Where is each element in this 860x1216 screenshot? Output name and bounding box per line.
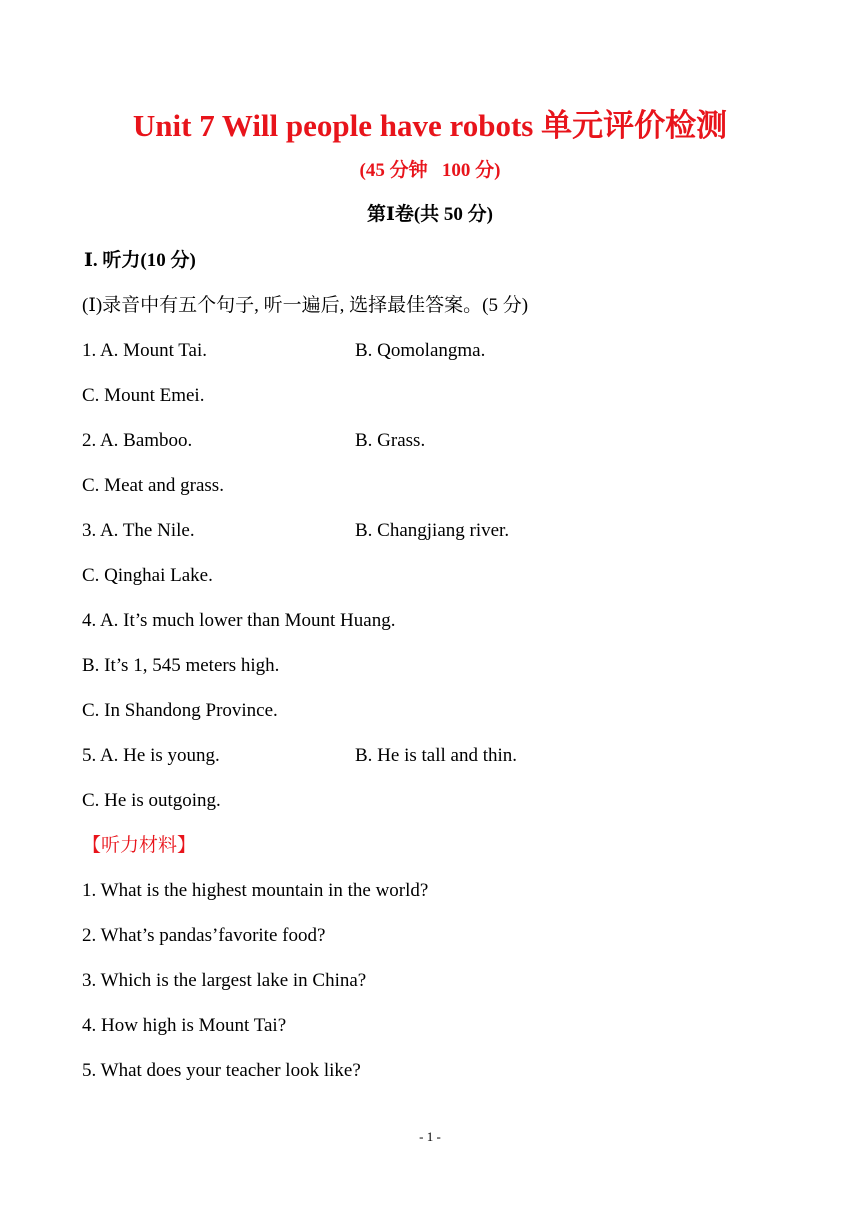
question-2-option-c: C. Meat and grass.: [82, 475, 224, 496]
page-number: - 1 -: [419, 1129, 441, 1144]
question-4-option-b: B. It’s 1, 545 meters high.: [82, 655, 280, 676]
question-3-option-b: B. Changjiang river.: [355, 520, 510, 541]
section-heading-listening: Ⅰ. 听力(10 分): [84, 250, 196, 271]
exam-duration-score: (45 分钟 100 分): [359, 160, 501, 181]
document-title: Unit 7 Will people have robots 单元评价检测: [132, 108, 728, 143]
section-instruction: (Ⅰ)录音中有五个句子, 听一遍后, 选择最佳答案。(5 分): [82, 295, 529, 316]
listening-material-line-4: 4. How high is Mount Tai?: [82, 1015, 287, 1036]
question-1-option-a: 1. A. Mount Tai.: [82, 340, 207, 361]
listening-material-line-5: 5. What does your teacher look like?: [82, 1060, 361, 1081]
question-4-option-c: C. In Shandong Province.: [82, 700, 278, 721]
question-2-option-b: B. Grass.: [355, 430, 426, 451]
question-1-option-c: C. Mount Emei.: [82, 385, 205, 406]
question-3-option-c: C. Qinghai Lake.: [82, 565, 213, 586]
question-1-option-b: B. Qomolangma.: [355, 340, 486, 361]
listening-material-line-3: 3. Which is the largest lake in China?: [82, 970, 367, 991]
volume-heading: 第Ⅰ卷(共 50 分): [366, 204, 494, 225]
question-3-option-a: 3. A. The Nile.: [82, 520, 195, 541]
question-5-option-c: C. He is outgoing.: [82, 790, 221, 811]
question-2-option-a: 2. A. Bamboo.: [82, 430, 193, 451]
question-5-option-b: B. He is tall and thin.: [355, 745, 518, 766]
question-5-option-a: 5. A. He is young.: [82, 745, 220, 766]
listening-material-label: 【听力材料】: [82, 835, 197, 856]
listening-material-line-1: 1. What is the highest mountain in the world?: [82, 880, 429, 901]
listening-material-line-2: 2. What’s pandas’favorite food?: [82, 925, 326, 946]
question-4-option-a: 4. A. It’s much lower than Mount Huang.: [82, 610, 396, 631]
